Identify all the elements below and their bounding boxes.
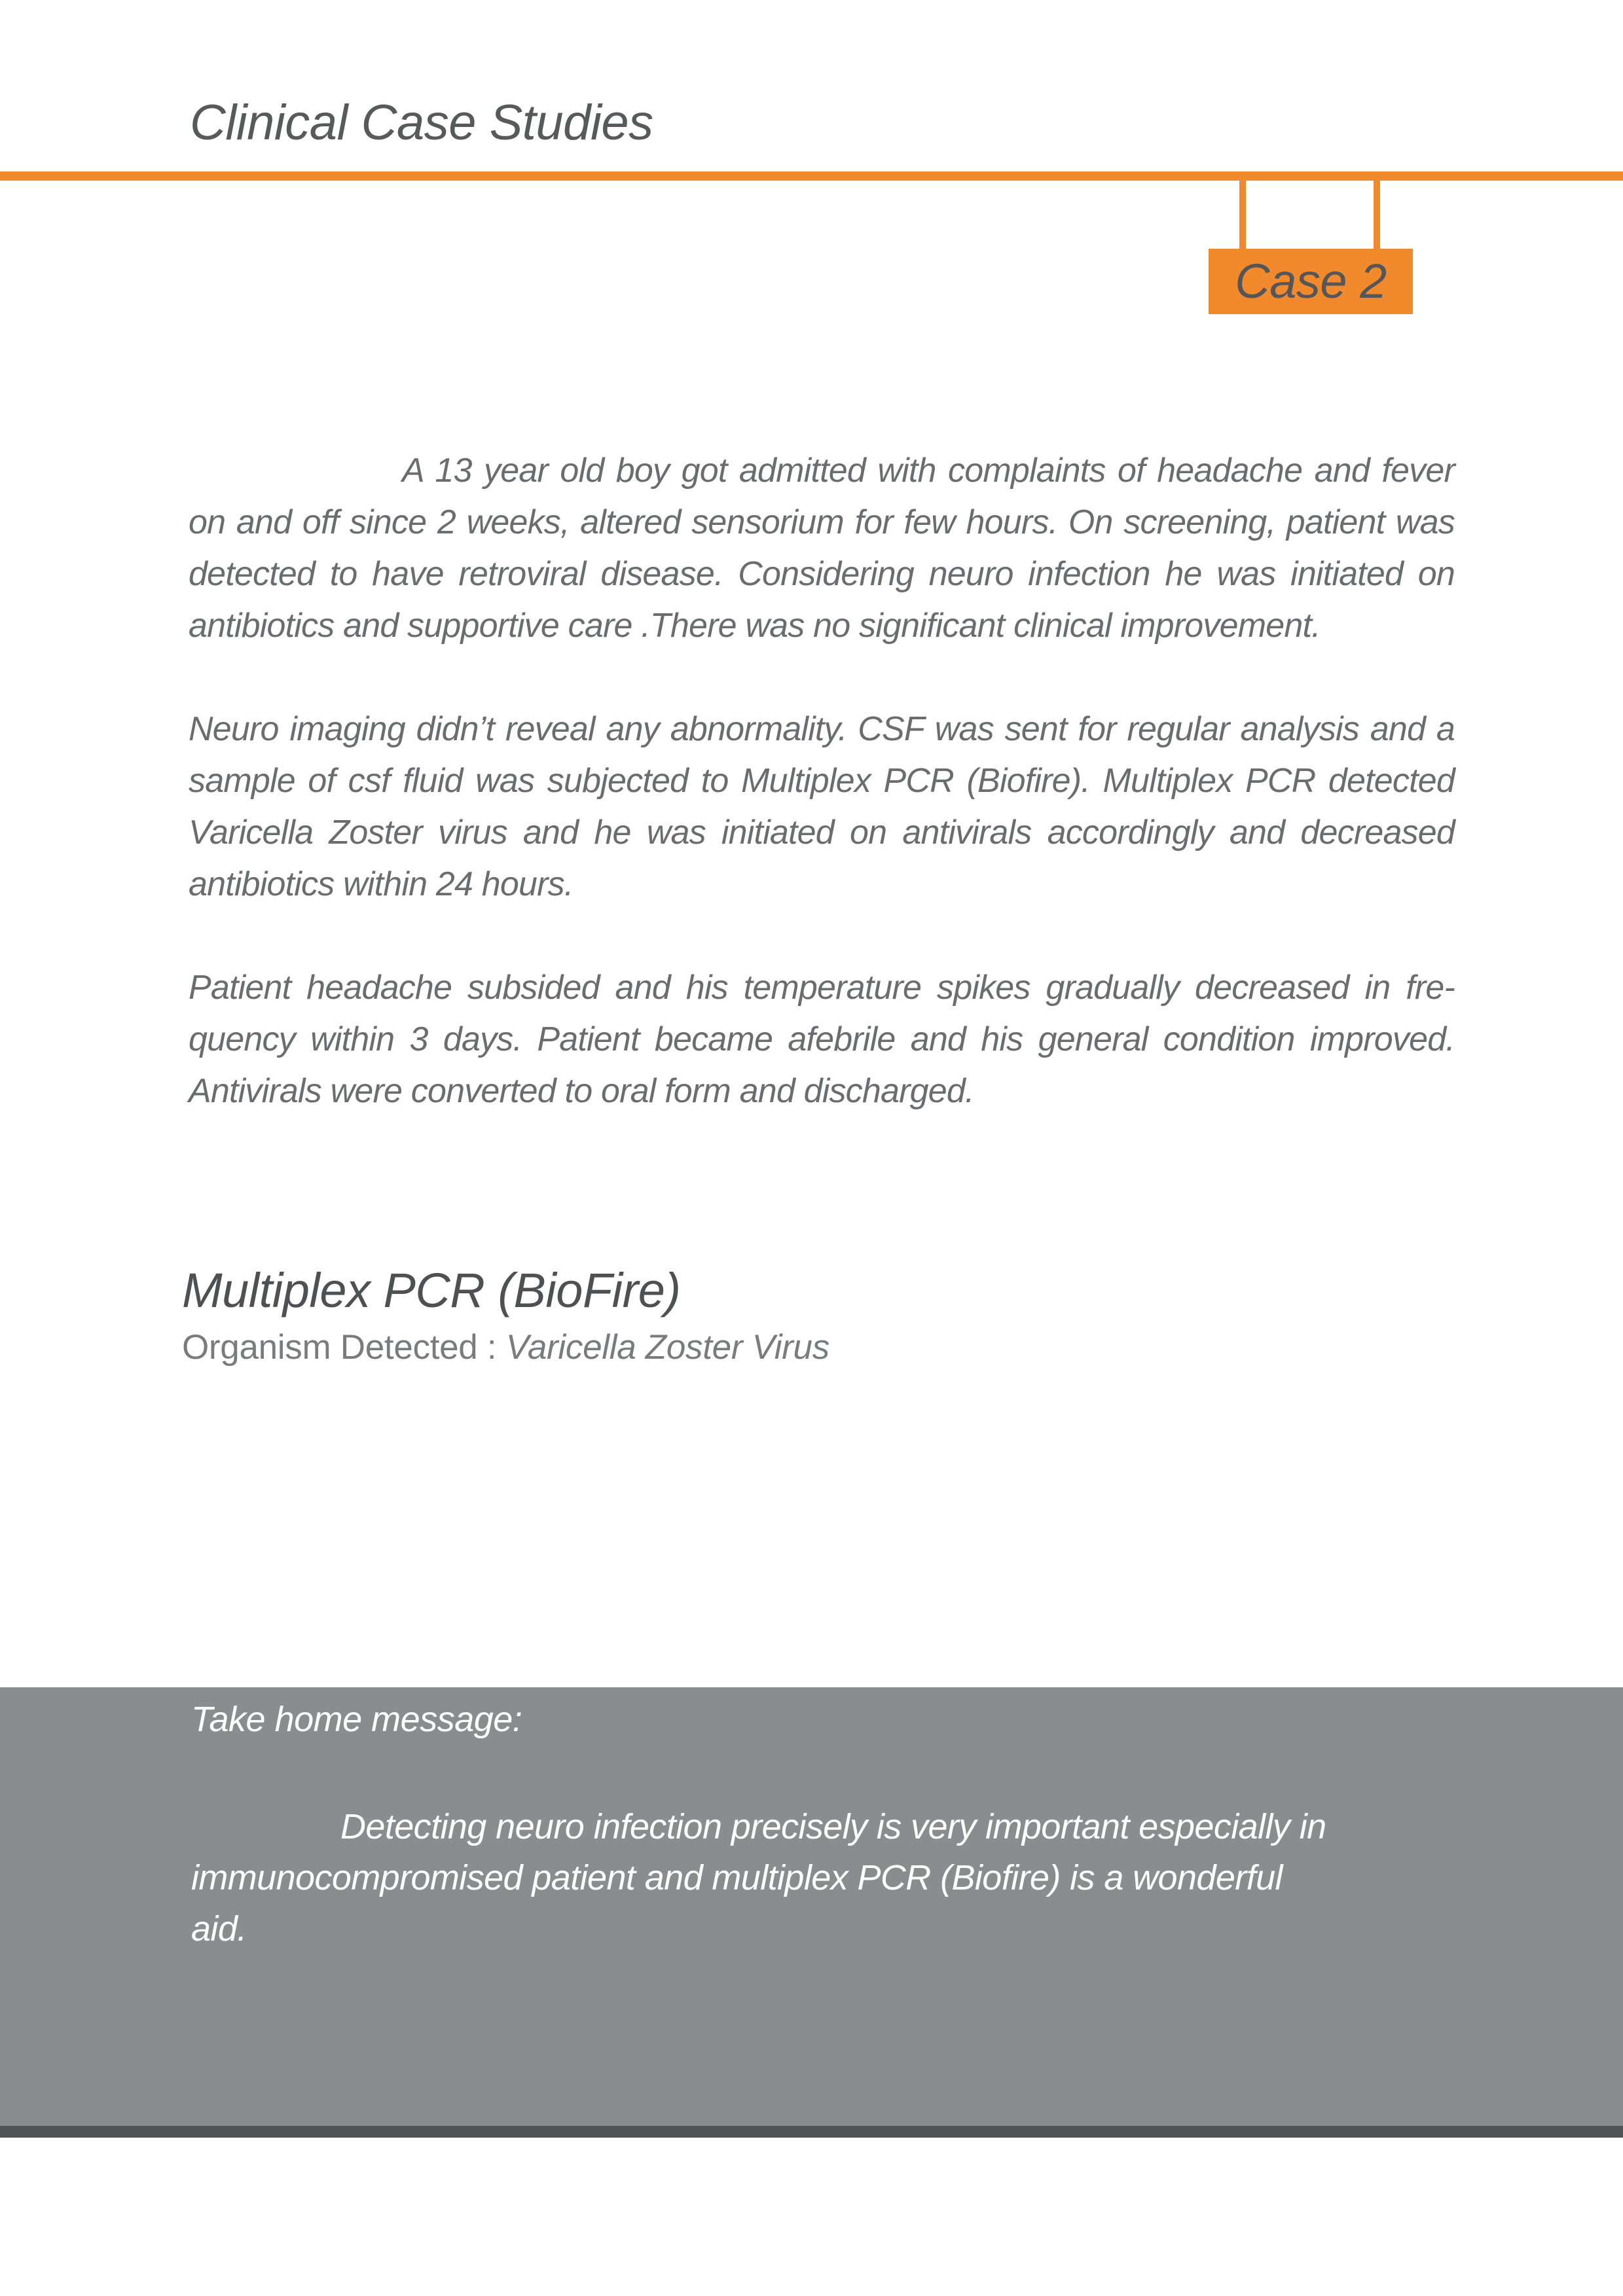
pcr-organism-line: [182, 1330, 830, 1365]
case-paragraph-presentation: A 13 year old boy got admitted with complaints of headache and fever on and off since 2 weeks, altered sensorium for few hours. On screening, patient was detected to have retroviral disease. Considering neuro infection he was initiated on antibiotics and supportive care .There was no significant clinical improvement.: [189, 452, 1455, 645]
case-paragraph-outcome: Patient headache subsided and his temperature spikes gradually decreased in fre-quency within 3 days. Patient became afebrile and his general condition improved. Antivirals were converted to oral form and discharged.: [189, 969, 1455, 1110]
case-badge-label: Case 2: [1235, 254, 1387, 308]
header-divider: [0, 171, 1623, 181]
badge-connector-right: [1374, 181, 1380, 250]
take-home-bottom-rule: [0, 2126, 1623, 2138]
case-paragraph-investigation: Neuro imaging didn’t reveal any abnormality. CSF was sent for regular analysis and a sample of csf fluid was subjected to Multiplex PCR (Biofire). Multiplex PCR detected Varicella Zoster virus and he was initiated on antivirals accordingly and decreased antibiotics within 24 hours.: [189, 710, 1455, 903]
take-home-message: [191, 1801, 1343, 1954]
organism-value: Varicella Zoster Virus: [505, 1328, 830, 1367]
pcr-result-title: Multiplex PCR (BioFire): [182, 1263, 681, 1318]
organism-label: Organism Detected :: [182, 1328, 497, 1367]
take-home-text: Detecting neuro infection precisely is very important especially in immunocompromised patient and multiplex PCR (Biofire) is a wonderful aid.: [191, 1807, 1326, 1948]
case-description: [189, 445, 1455, 1169]
page-title: Clinical Case Studies: [190, 95, 653, 151]
take-home-heading: Take home message:: [191, 1700, 522, 1739]
badge-connector-left: [1239, 181, 1246, 250]
case-badge: [1209, 249, 1413, 314]
